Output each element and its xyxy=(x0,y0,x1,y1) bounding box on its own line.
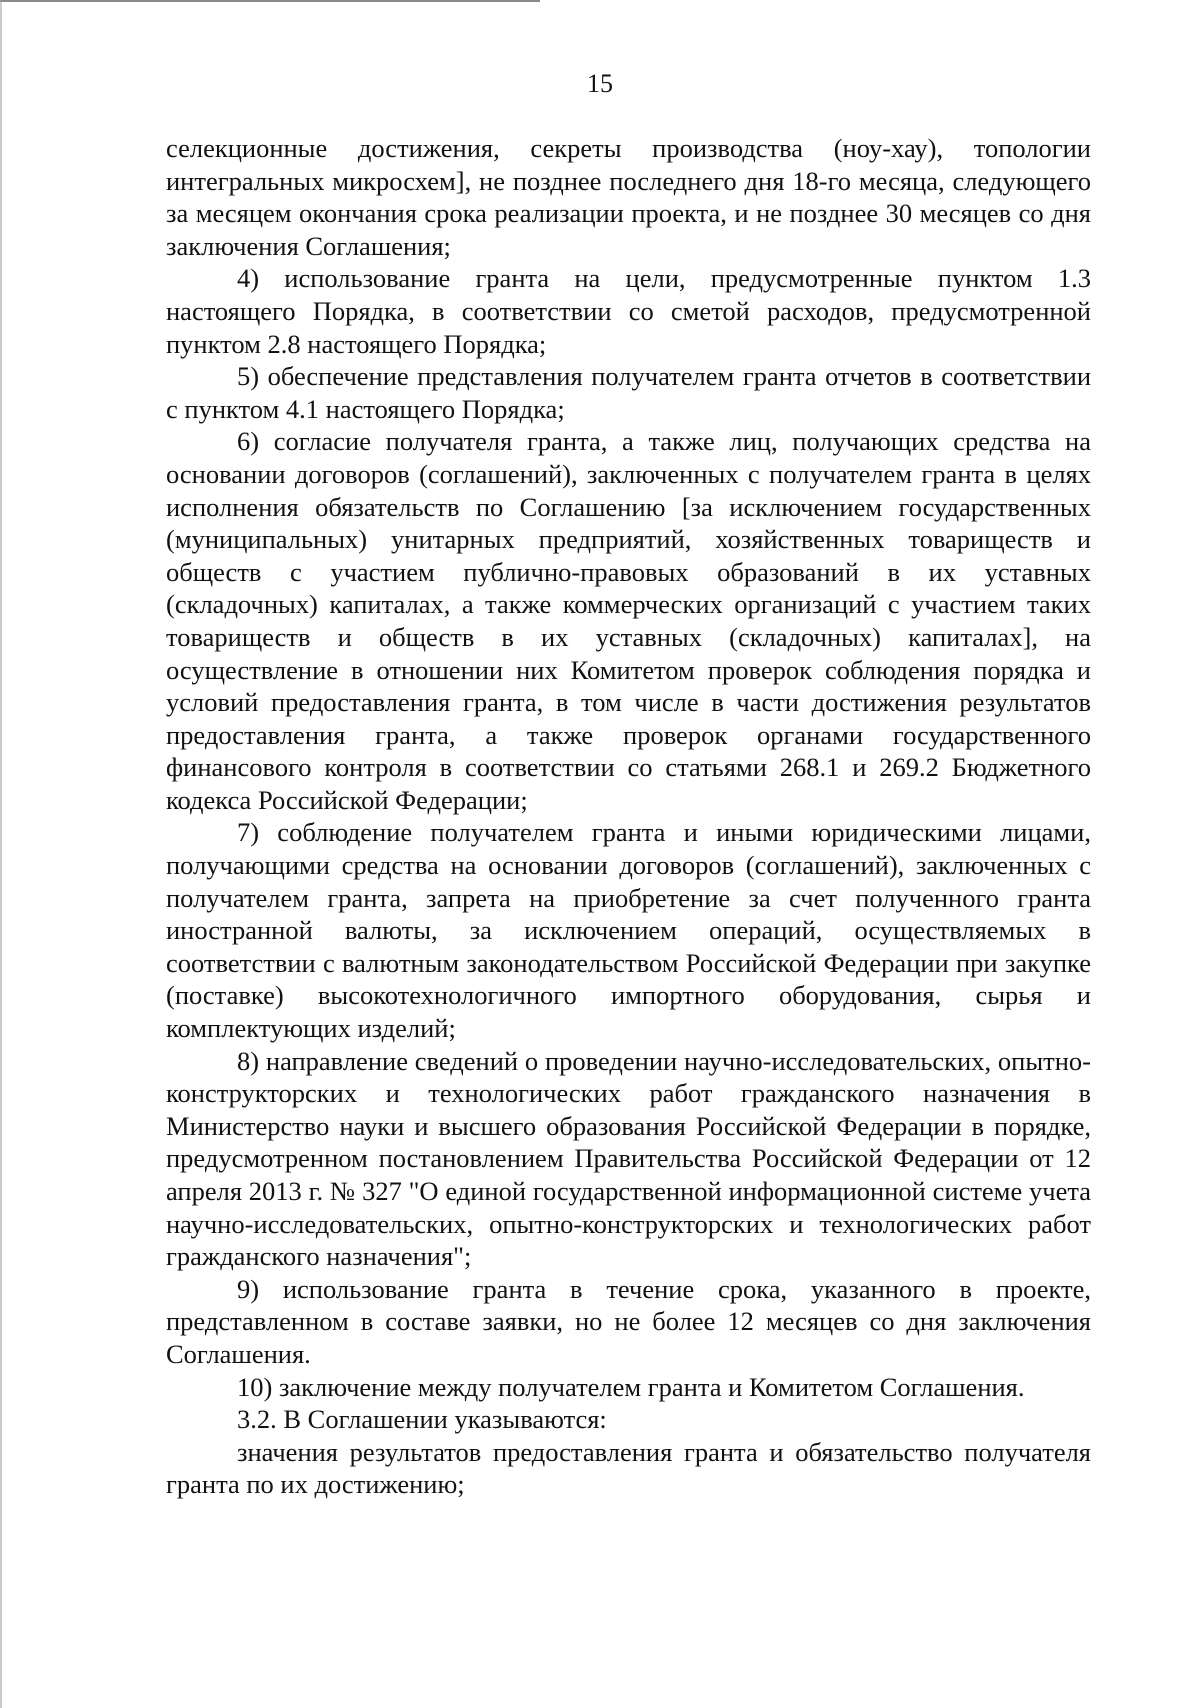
paragraph-item-6: 6) согласие получателя гранта, а также лиц, получающих средства на основании договоров (соглашений), заключенных с получателем гранта в целях исполнения обязательств по Соглашению [за исключением государственных (муниципальных) унитарных предприятий, хозяйственных товариществ и обществ с участием публично-правовых образований в их уставных (складочных) капиталах, а также коммерческих организаций с участием таких товариществ и обществ в их уставных (складочных) капиталах], на осуществление в отношении них Комитетом проверок соблюдения порядка и условий предоставления гранта, в том числе в части достижения результатов предоставления гранта, а также проверок органами государственного финансового контроля в соответствии со статьями 268.1 и 269.2 Бюджетного кодекса Российской Федерации; xyxy=(166,426,1091,815)
section-3-2-heading: 3.2. В Соглашении указываются: xyxy=(237,1404,607,1435)
paragraph-item-5: 5) обеспечение представления получателем гранта отчетов в соответствии с пунктом 4.1 настоящего Порядка; xyxy=(166,361,1091,424)
scan-edge-left xyxy=(0,0,2,1708)
paragraph-section-3-2-first: значения результатов предоставления гранта и обязательство получателя гранта по их достижению; xyxy=(166,1436,1091,1500)
paragraph-item-4: 4) использование гранта на цели, предусмотренные пунктом 1.3 настоящего Порядка, в соответствии со сметой расходов, предусмотренной пунктом 2.8 настоящего Порядка; xyxy=(166,263,1091,359)
paragraph-item-8: 8) направление сведений о проведении научно-исследовательских, опытно-конструкторских и технологических работ гражданского назначения в Министерство науки и высшего образования Российской Федерации в порядке, предусмотренном постановлением Правительства Российской Федерации от 12 апреля 2013 г. № 327 "О единой государственной информационной системе учета научно-исследовательских, опытно-конструкторских и технологических работ гражданского назначения"; xyxy=(166,1045,1091,1272)
paragraph-item-10: 10) заключение между получателем гранта и Комитетом Соглашения. xyxy=(237,1371,1025,1402)
page-number: 15 xyxy=(587,69,613,98)
paragraph-item-9: 9) использование гранта в течение срока, указанного в проекте, представленном в составе заявки, но не более 12 месяцев со дня заключения Соглашения. xyxy=(166,1273,1091,1369)
document-body xyxy=(166,132,1091,1501)
scan-edge-top xyxy=(0,0,540,2)
paragraph-item-7: 7) соблюдение получателем гранта и иными юридическими лицами, получающими средства на основании договоров (соглашений), заключенных с получателем гранта, запрета на приобретение за счет полученного гранта иностранной валюты, за исключением операций, осуществляемых в соответствии с валютным законодательством Российской Федерации при закупке (поставке) высокотехнологичного импортного оборудования, сырья и комплектующих изделий; xyxy=(166,817,1091,1044)
paragraph-continuation: селекционные достижения, секреты производства (ноу-хау), топологии интегральных микросхем], не позднее последнего дня 18-го месяца, следующего за месяцем окончания срока реализации проекта, и не позднее 30 месяцев со дня заключения Соглашения; xyxy=(166,133,1091,261)
